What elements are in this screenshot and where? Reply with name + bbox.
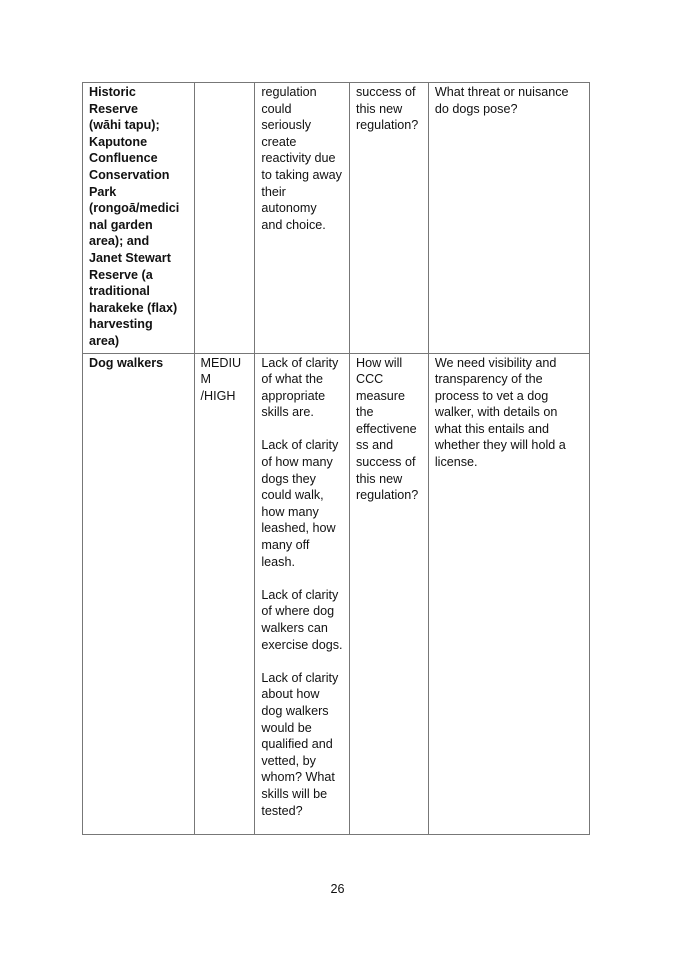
- issues-cell: [255, 83, 350, 354]
- cell-text-line: seriously: [261, 118, 312, 133]
- cell-text-line: We need visibility and: [434, 355, 557, 370]
- place-cell: [83, 353, 195, 834]
- cell-text-line: Reserve: [89, 101, 139, 116]
- cell-text-line: Lack of clarity: [261, 670, 339, 685]
- cell-text-line: process to vet a dog: [434, 388, 549, 403]
- cell-text-line: Park: [89, 184, 117, 199]
- cell-text-line: what this entails and: [434, 421, 549, 436]
- paragraph-gap: [261, 570, 344, 587]
- cell-text-line: exercise dogs.: [261, 637, 343, 652]
- cell-text-line: appropriate: [261, 388, 326, 403]
- cell-text-line: transparency of the: [434, 372, 543, 387]
- cell-text-line: harakeke (flax): [89, 300, 178, 315]
- cell-text-line: could: [261, 101, 292, 116]
- cell-text-line: area): [89, 333, 120, 348]
- cell-text-line: effectivene: [355, 421, 417, 436]
- risk-cell: [194, 353, 255, 834]
- cell-text-line: Dog walkers: [89, 355, 164, 370]
- cell-text-line: skills are.: [261, 405, 314, 420]
- comment-cell: [428, 353, 589, 834]
- cell-text-line: nal garden: [89, 217, 153, 232]
- cell-text-line: area); and: [89, 234, 150, 249]
- paragraph-gap: [261, 421, 344, 438]
- cell-text-line: of how many: [261, 455, 333, 470]
- cell-text-line: vetted, by: [261, 753, 316, 768]
- question-cell: [349, 353, 428, 834]
- cell-text-line: How will: [355, 355, 403, 370]
- cell-text-line: Confluence: [89, 151, 158, 166]
- cell-text-line: this new: [355, 471, 403, 486]
- cell-text-line: walker, with details on: [434, 405, 558, 420]
- cell-text-line: leashed, how: [261, 521, 336, 536]
- cell-text-line: qualified and: [261, 737, 333, 752]
- cell-text-line: Lack of clarity: [261, 587, 339, 602]
- cell-text-line: tested?: [261, 803, 303, 818]
- cell-text-line: What threat or nuisance: [434, 85, 569, 99]
- cell-text-line: dogs they: [261, 471, 316, 486]
- issues-cell: [255, 353, 350, 834]
- table-row: [83, 353, 590, 834]
- cell-text-line: measure: [355, 388, 405, 403]
- cell-text-line: to taking away: [261, 167, 342, 182]
- cell-text-line: CCC: [355, 372, 384, 387]
- cell-text-line: of where dog: [261, 604, 335, 619]
- cell-text-line: autonomy: [261, 201, 317, 216]
- comment-cell: [428, 83, 589, 354]
- cell-text-line: ss and: [355, 438, 394, 453]
- cell-text-line: dog walkers: [261, 703, 329, 718]
- cell-text-line: of what the: [261, 372, 323, 387]
- cell-text-line: reactivity due: [261, 151, 336, 166]
- cell-text-line: do dogs pose?: [434, 101, 518, 116]
- cell-text-line: success of: [355, 455, 416, 470]
- cell-text-line: MEDIUM: [200, 355, 242, 387]
- cell-text-line: the: [355, 405, 374, 420]
- cell-text-line: Historic: [89, 85, 136, 99]
- cell-text-line: could walk,: [261, 488, 324, 503]
- page-number: 26: [330, 882, 345, 896]
- cell-text-line: create: [261, 134, 297, 149]
- cell-text-line: Lack of clarity: [261, 438, 339, 453]
- cell-text-line: success of: [355, 85, 416, 99]
- cell-text-line: whether they will hold a: [434, 438, 566, 453]
- place-cell: [83, 83, 195, 354]
- paragraph-gap: [261, 653, 344, 670]
- cell-text-line: (wāhi tapu);: [89, 118, 160, 133]
- cell-text-line: how many: [261, 504, 319, 519]
- cell-text-line: regulation?: [355, 488, 419, 503]
- cell-text-line: harvesting: [89, 317, 153, 332]
- cell-text-line: Janet Stewart: [89, 250, 171, 265]
- cell-text-line: (rongoā/medici: [89, 201, 180, 216]
- cell-text-line: walkers can: [261, 621, 328, 635]
- cell-text-line: Kaputone: [89, 134, 148, 149]
- cell-text-line: /HIGH: [200, 388, 236, 403]
- cell-text-line: this new: [355, 101, 403, 116]
- cell-text-line: leash.: [261, 554, 295, 569]
- cell-text-line: traditional: [89, 284, 150, 299]
- question-cell: [349, 83, 428, 354]
- cell-text-line: skills will be: [261, 786, 328, 801]
- table-row: [83, 83, 590, 354]
- cell-text-line: license.: [434, 455, 478, 470]
- cell-text-line: whom? What: [261, 770, 335, 785]
- cell-text-line: Lack of clarity: [261, 355, 339, 370]
- cell-text-line: many off: [261, 538, 310, 553]
- cell-text-line: and choice.: [261, 217, 326, 232]
- feedback-table: [82, 82, 590, 835]
- cell-text-line: regulation?: [355, 118, 419, 133]
- cell-text-line: Conservation: [89, 167, 170, 182]
- cell-text-line: about how: [261, 687, 320, 702]
- cell-text-line: their: [261, 184, 286, 199]
- cell-text-line: would be: [261, 720, 312, 735]
- cell-text-line: Reserve (a: [89, 267, 153, 282]
- cell-text-line: regulation: [261, 85, 317, 99]
- risk-cell: [194, 83, 255, 354]
